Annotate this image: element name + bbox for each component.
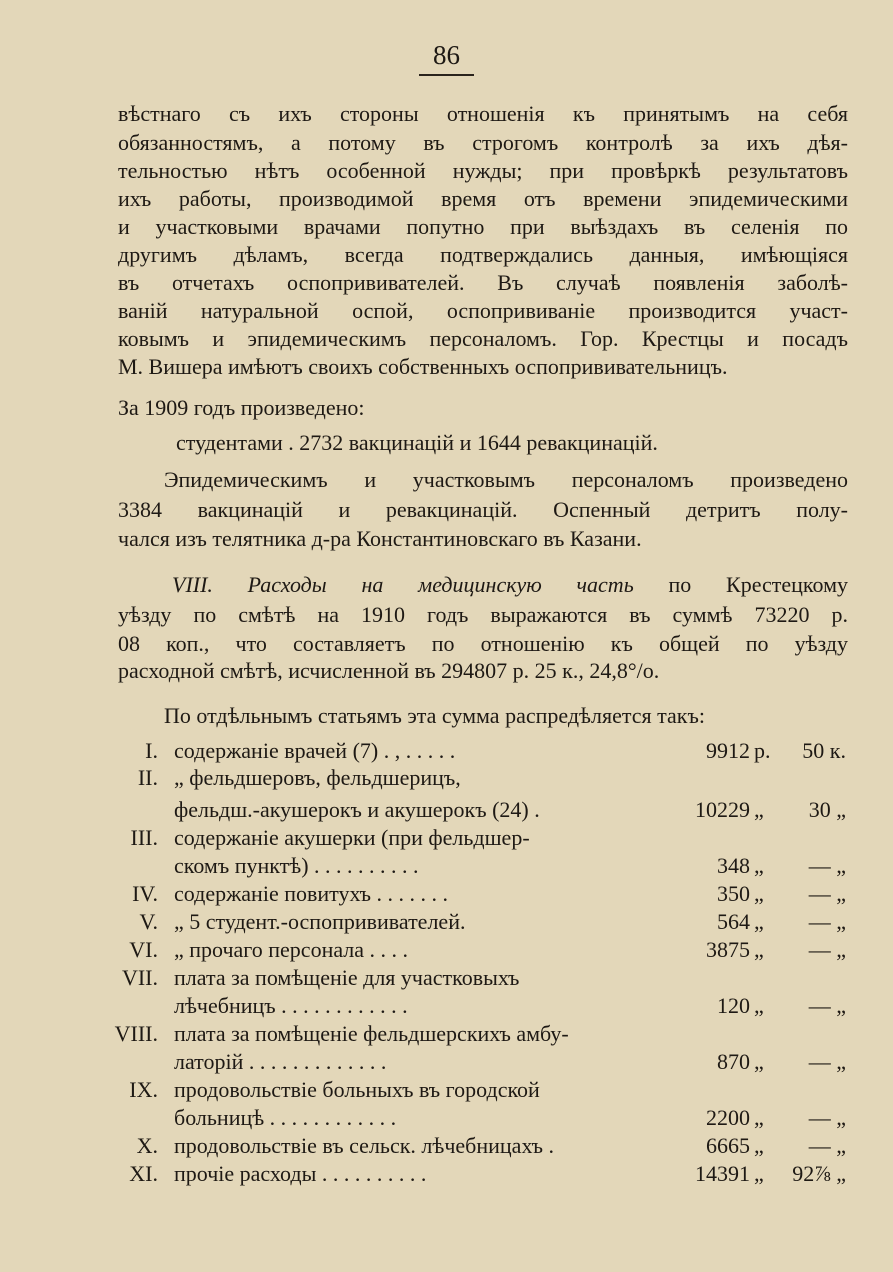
text-line: въ отчетахъ оспопрививателей. Въ случаѣ появленія заболѣ- [118, 270, 848, 295]
row-rubles: 120 [717, 993, 750, 1018]
row-rubles: 348 [717, 853, 750, 878]
text-line: чался изъ телятника д-ра Константиновскаго въ Казани. [118, 526, 642, 551]
row-rubles: 2200 [706, 1105, 750, 1130]
section-first-line [172, 571, 848, 599]
row-rubles: 564 [717, 909, 750, 934]
row-unit: „ [754, 1049, 764, 1074]
table-row [118, 737, 858, 765]
distribution-intro: По отдѣльнымъ статьямъ эта сумма распредѣляется такъ: [164, 703, 705, 728]
row-kopecks: — „ [808, 1049, 846, 1074]
text-line: другимъ дѣламъ, всегда подтверждались данныя, имѣющіяся [118, 242, 848, 267]
row-description: больницѣ . . . . . . . . . . . . [174, 1105, 397, 1130]
row-description: „ фельдшеровъ, фельдшерицъ, [174, 765, 461, 790]
text-line: Эпидемическимъ и участковымъ персоналомъ произведено [164, 467, 848, 492]
table-row [118, 1132, 858, 1160]
row-kopecks: 30 „ [808, 797, 846, 822]
row-unit: „ [754, 1105, 764, 1130]
table-row [118, 1104, 858, 1132]
row-description: лѣчебницъ . . . . . . . . . . . . [174, 993, 408, 1018]
row-number: II. [137, 765, 158, 790]
row-unit: „ [754, 1161, 764, 1186]
row-rubles: 870 [717, 1049, 750, 1074]
row-kopecks: — „ [808, 1105, 846, 1130]
row-description: скомъ пунктѣ) . . . . . . . . . . [174, 853, 419, 878]
text-line: ковымъ и эпидемическимъ персоналомъ. Гор. Крестцы и посадъ [118, 326, 848, 351]
row-kopecks: — „ [808, 881, 846, 906]
table-row [114, 1020, 858, 1048]
row-number: I. [145, 738, 158, 763]
text-line: 08 коп., что составляетъ по отношенію къ общей по уѣзду [118, 631, 848, 656]
row-description: прочіе расходы . . . . . . . . . . [174, 1161, 427, 1186]
row-number: IX. [129, 1077, 158, 1102]
row-description: фельдш.-акушерокъ и акушерокъ (24) . [174, 797, 540, 822]
row-rubles: 10229 [695, 797, 750, 822]
row-unit: „ [754, 993, 764, 1018]
table-row [118, 1076, 858, 1104]
table-row [118, 1048, 858, 1076]
year-line: За 1909 годъ произведено: [118, 395, 365, 420]
row-kopecks: — „ [808, 853, 846, 878]
row-unit: „ [754, 881, 764, 906]
text-line: ваній натуральной оспой, оспопрививаніе производится участ- [118, 298, 848, 323]
table-row [118, 936, 858, 964]
row-description: продовольствіе въ сельск. лѣчебницахъ . [174, 1133, 554, 1158]
row-description: продовольствіе больныхъ въ городской [174, 1077, 540, 1102]
table-row [118, 992, 858, 1020]
row-unit: „ [754, 797, 764, 822]
table-row [118, 764, 858, 792]
text-line: обязанностямъ, а потому въ строгомъ контролѣ за ихъ дѣя- [118, 130, 848, 155]
table-row [118, 824, 858, 852]
text-line: 3384 вакцинацій и ревакцинацій. Оспенный детритъ полу- [118, 497, 848, 522]
table-row [118, 796, 858, 824]
table-row [118, 852, 858, 880]
row-number: XI. [129, 1161, 158, 1186]
page-number: 86 [0, 40, 893, 76]
row-description: содержаніе врачей (7) . , . . . . . [174, 738, 456, 763]
row-kopecks: 92⅞ „ [792, 1161, 846, 1186]
row-description: содержаніе акушерки (при фельдшер- [174, 825, 530, 850]
row-number: IV. [132, 881, 158, 906]
row-kopecks: — „ [808, 937, 846, 962]
text-line: вѣстнаго съ ихъ стороны отношенія къ принятымъ на себя [118, 101, 848, 126]
table-row [118, 908, 858, 936]
row-number: VII. [121, 965, 158, 990]
table-row [118, 880, 858, 908]
row-rubles: 9912 [706, 738, 750, 763]
row-kopecks: — „ [808, 993, 846, 1018]
row-kopecks: 50 к. [802, 738, 846, 763]
text-line: уѣзду по смѣтѣ на 1910 годъ выражаются въ суммѣ 73220 р. [118, 602, 848, 627]
row-unit: „ [754, 909, 764, 934]
row-unit: „ [754, 937, 764, 962]
row-unit: р. [754, 738, 771, 763]
row-rubles: 6665 [706, 1133, 750, 1158]
row-number: VIII. [114, 1021, 158, 1046]
row-description: латорій . . . . . . . . . . . . . [174, 1049, 387, 1074]
row-kopecks: — „ [808, 909, 846, 934]
row-number: V. [139, 909, 158, 934]
row-description: плата за помѣщеніе фельдшерскихъ амбу- [174, 1021, 569, 1046]
row-description: „ 5 студент.-оспопрививателей. [174, 909, 466, 934]
row-unit: „ [754, 853, 764, 878]
text-line: расходной смѣтѣ, исчисленной въ 294807 р. 25 к., 24,8°/о. [118, 658, 660, 683]
section-heading: VIII. Расходы на медицинскую часть [172, 572, 634, 597]
row-number: III. [130, 825, 158, 850]
section-heading-continuation: по Крестецкому [668, 572, 848, 597]
row-rubles: 3875 [706, 937, 750, 962]
row-rubles: 350 [717, 881, 750, 906]
row-description: содержаніе повитухъ . . . . . . . [174, 881, 449, 906]
text-line: и участковыми врачами попутно при выѣздахъ въ селенія по [118, 214, 848, 239]
table-row [118, 964, 858, 992]
text-line: ихъ работы, производимой время отъ времени эпидемическими [118, 186, 848, 211]
row-number: X. [136, 1133, 158, 1158]
text-line: М. Вишера имѣютъ своихъ собственныхъ оспопрививательницъ. [118, 354, 728, 379]
students-line: студентами . 2732 вакцинацій и 1644 ревакцинацій. [176, 430, 658, 455]
table-row [118, 1160, 858, 1188]
row-number: VI. [129, 937, 158, 962]
text-line: тельностью нѣтъ особенной нужды; при провѣркѣ результатовъ [118, 158, 848, 183]
row-description: плата за помѣщеніе для участковыхъ [174, 965, 520, 990]
row-kopecks: — „ [808, 1133, 846, 1158]
row-rubles: 14391 [695, 1161, 750, 1186]
row-description: „ прочаго персонала . . . . [174, 937, 409, 962]
row-unit: „ [754, 1133, 764, 1158]
